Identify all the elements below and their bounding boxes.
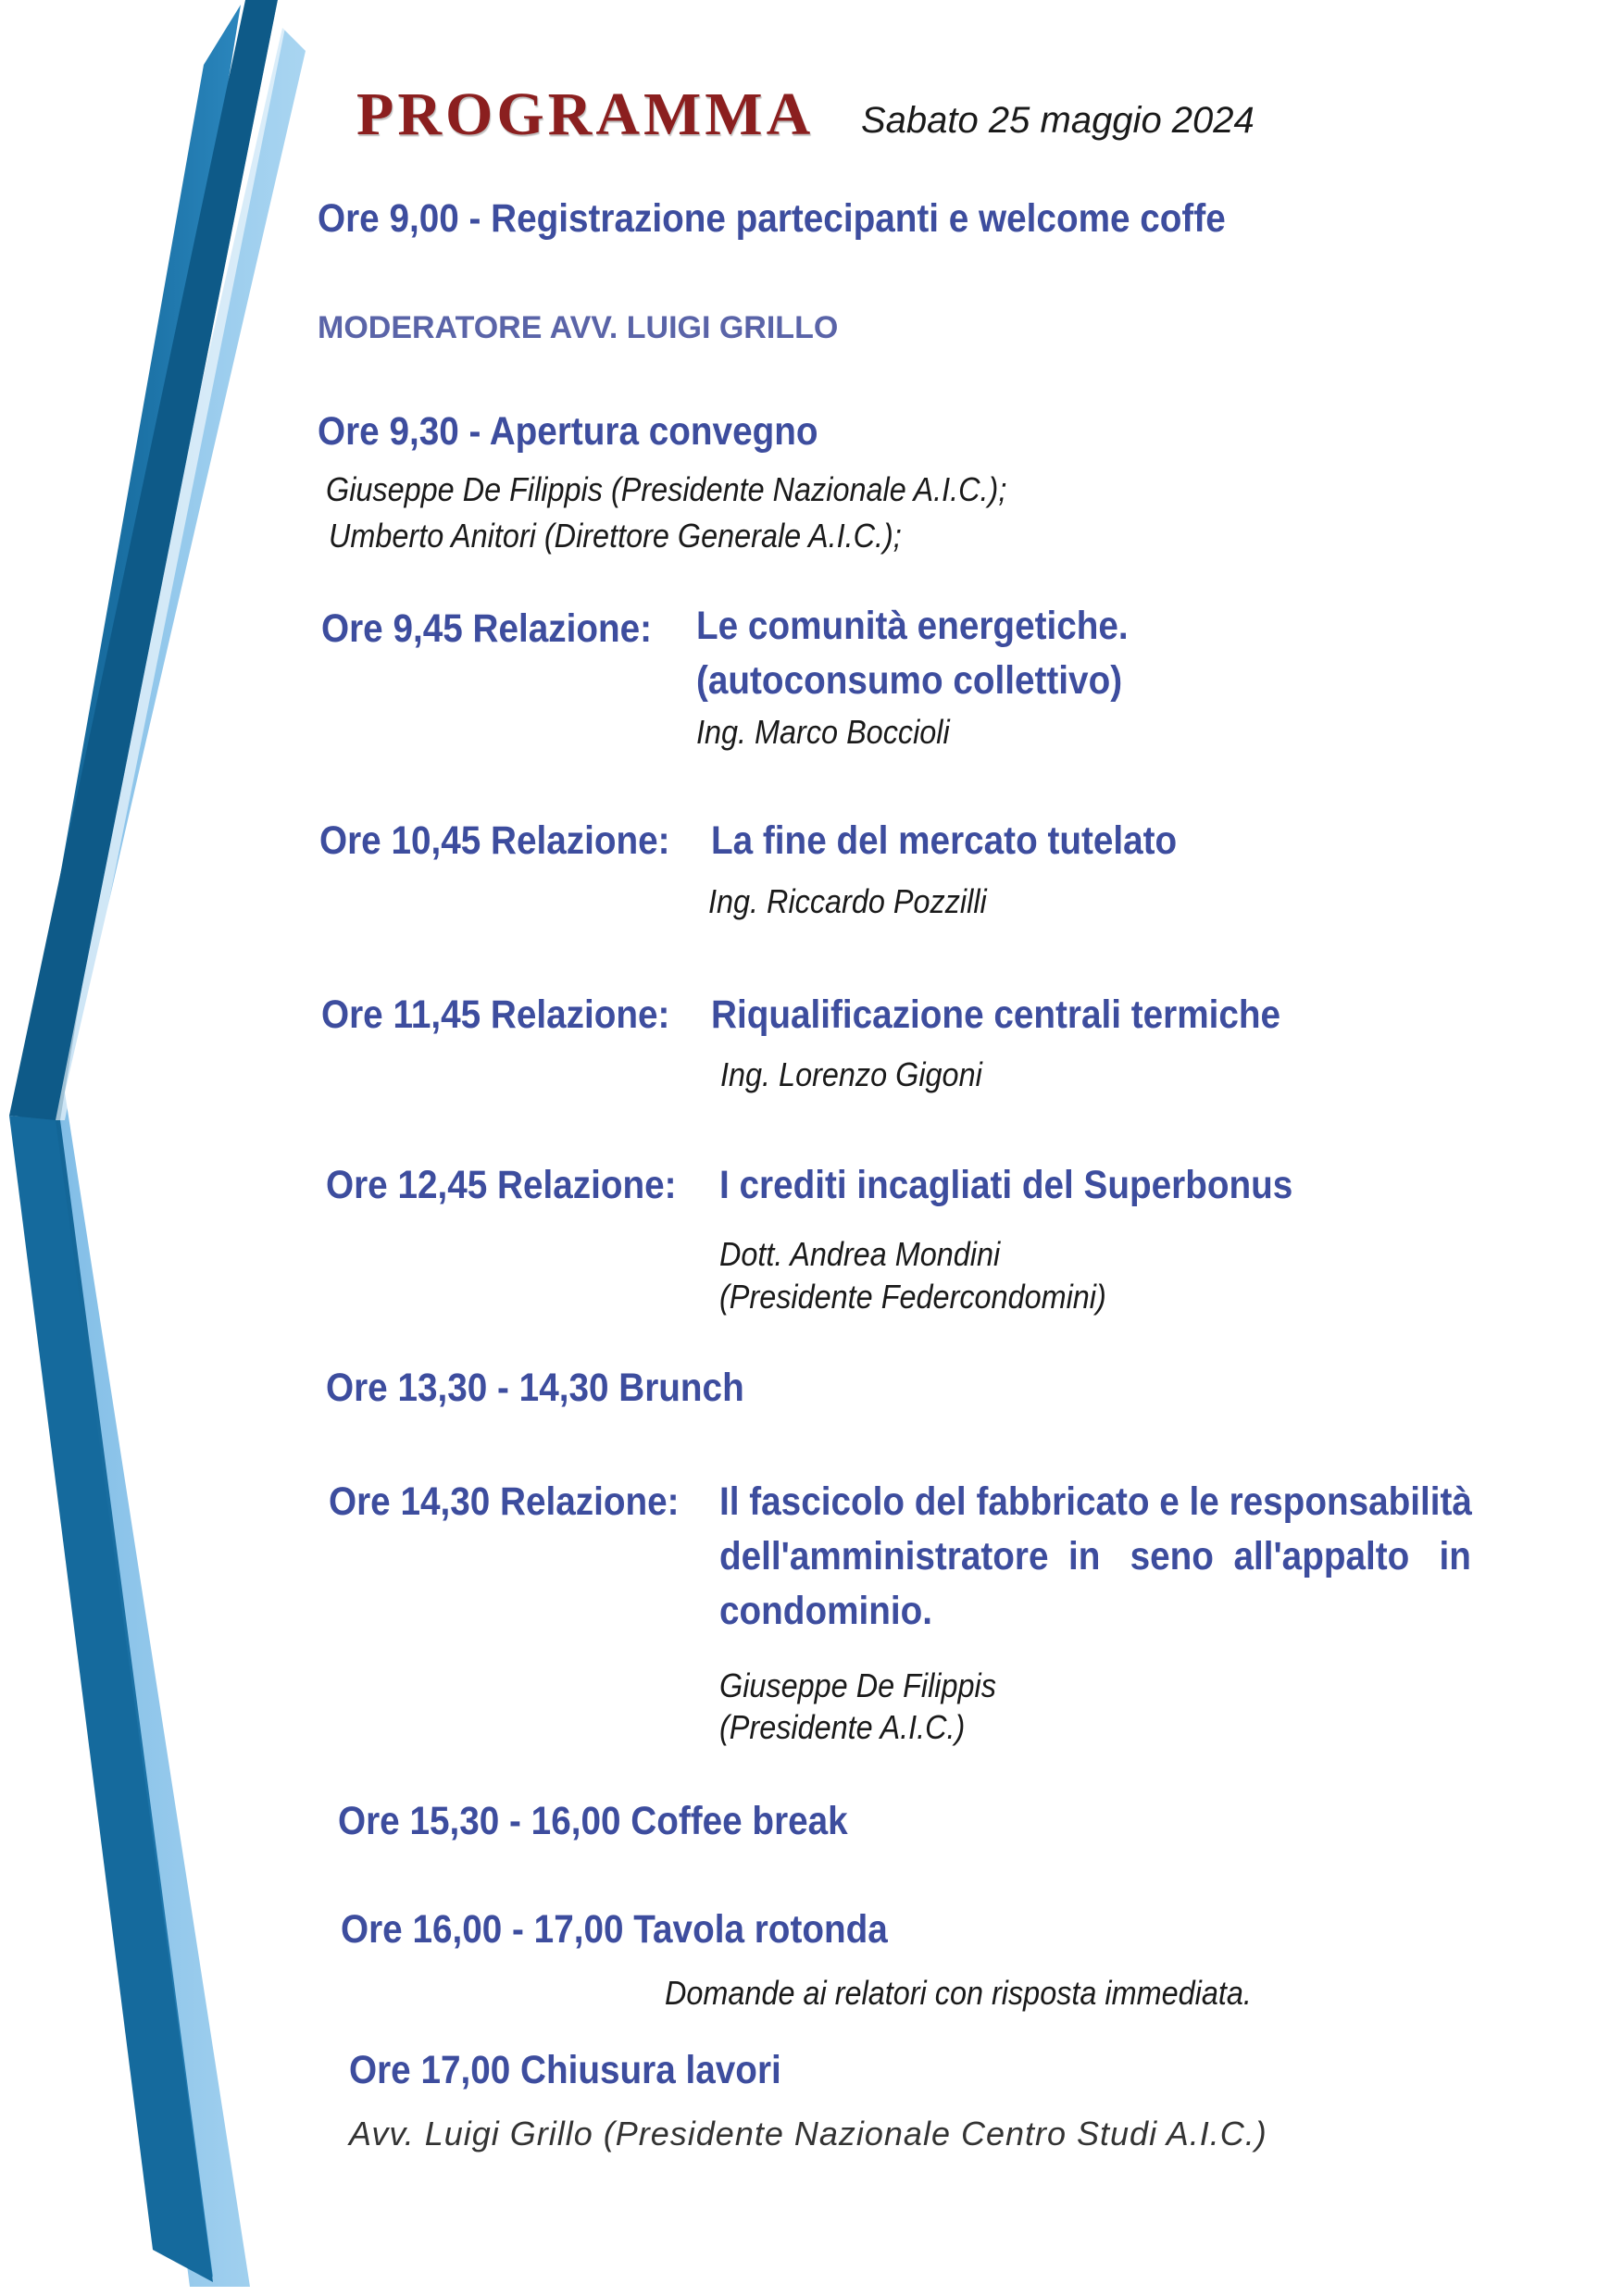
speaker-gigoni: Ing. Lorenzo Gigoni bbox=[720, 1055, 982, 1093]
schedule-item-1245: Ore 12,45 Relazione: bbox=[326, 1163, 677, 1207]
schedule-item-1430: Ore 14,30 Relazione: bbox=[329, 1479, 680, 1524]
schedule-item-coffee-break: Ore 15,30 - 16,00 Coffee break bbox=[338, 1799, 848, 1843]
speaker-pozzilli: Ing. Riccardo Pozzilli bbox=[708, 882, 987, 920]
topic-centrali-termiche: Riqualificazione centrali termiche bbox=[711, 992, 1281, 1037]
topic-autoconsumo: (autoconsumo collettivo) bbox=[696, 658, 1123, 703]
speaker-de-filippis: Giuseppe De Filippis (Presidente Nazionale A.I.C.); bbox=[326, 470, 1007, 508]
speaker-grillo: Avv. Luigi Grillo (Presidente Nazionale Centro Studi A.I.C.) bbox=[349, 2115, 1267, 2152]
schedule-item-chiusura: Ore 17,00 Chiusura lavori bbox=[349, 2048, 781, 2092]
decorative-ribbon bbox=[0, 0, 306, 2296]
schedule-item-brunch: Ore 13,30 - 14,30 Brunch bbox=[326, 1366, 744, 1410]
schedule-item-0930: Ore 9,30 - Apertura convegno bbox=[318, 409, 818, 454]
speaker-boccioli: Ing. Marco Boccioli bbox=[696, 713, 950, 751]
schedule-item-tavola-rotonda: Ore 16,00 - 17,00 Tavola rotonda bbox=[341, 1907, 888, 1952]
schedule-item-0945: Ore 9,45 Relazione: bbox=[321, 606, 653, 651]
topic-fascicolo-line-3: condominio. bbox=[719, 1589, 933, 1633]
speaker-de-filippis-2-role: (Presidente A.I.C.) bbox=[719, 1708, 966, 1746]
tavola-rotonda-note: Domande ai relatori con risposta immediata. bbox=[665, 1974, 1252, 2012]
topic-fascicolo-line-2: dell'amministratore in seno all'appalto in bbox=[719, 1534, 1471, 1578]
schedule-item-1045: Ore 10,45 Relazione: bbox=[319, 818, 670, 863]
topic-fascicolo-line-1: Il fascicolo del fabbricato e le responsabilità bbox=[719, 1479, 1472, 1524]
topic-comunita-energetiche: Le comunità energetiche. bbox=[696, 604, 1129, 648]
moderator-label: MODERATORE AVV. LUIGI GRILLO bbox=[318, 310, 839, 345]
topic-superbonus: I crediti incagliati del Superbonus bbox=[719, 1163, 1293, 1207]
speaker-mondini: Dott. Andrea Mondini bbox=[719, 1235, 1001, 1273]
speaker-de-filippis-2: Giuseppe De Filippis bbox=[719, 1666, 996, 1704]
schedule-item-1145: Ore 11,45 Relazione: bbox=[321, 992, 670, 1037]
schedule-item-0900: Ore 9,00 - Registrazione partecipanti e welcome coffe bbox=[318, 196, 1226, 241]
event-date: Sabato 25 maggio 2024 bbox=[861, 100, 1255, 141]
topic-mercato-tutelato: La fine del mercato tutelato bbox=[711, 818, 1178, 863]
page-title: PROGRAMMA bbox=[356, 81, 815, 148]
speaker-mondini-role: (Presidente Federcondomini) bbox=[719, 1278, 1106, 1316]
speaker-anitori: Umberto Anitori (Direttore Generale A.I.C.); bbox=[329, 517, 902, 555]
